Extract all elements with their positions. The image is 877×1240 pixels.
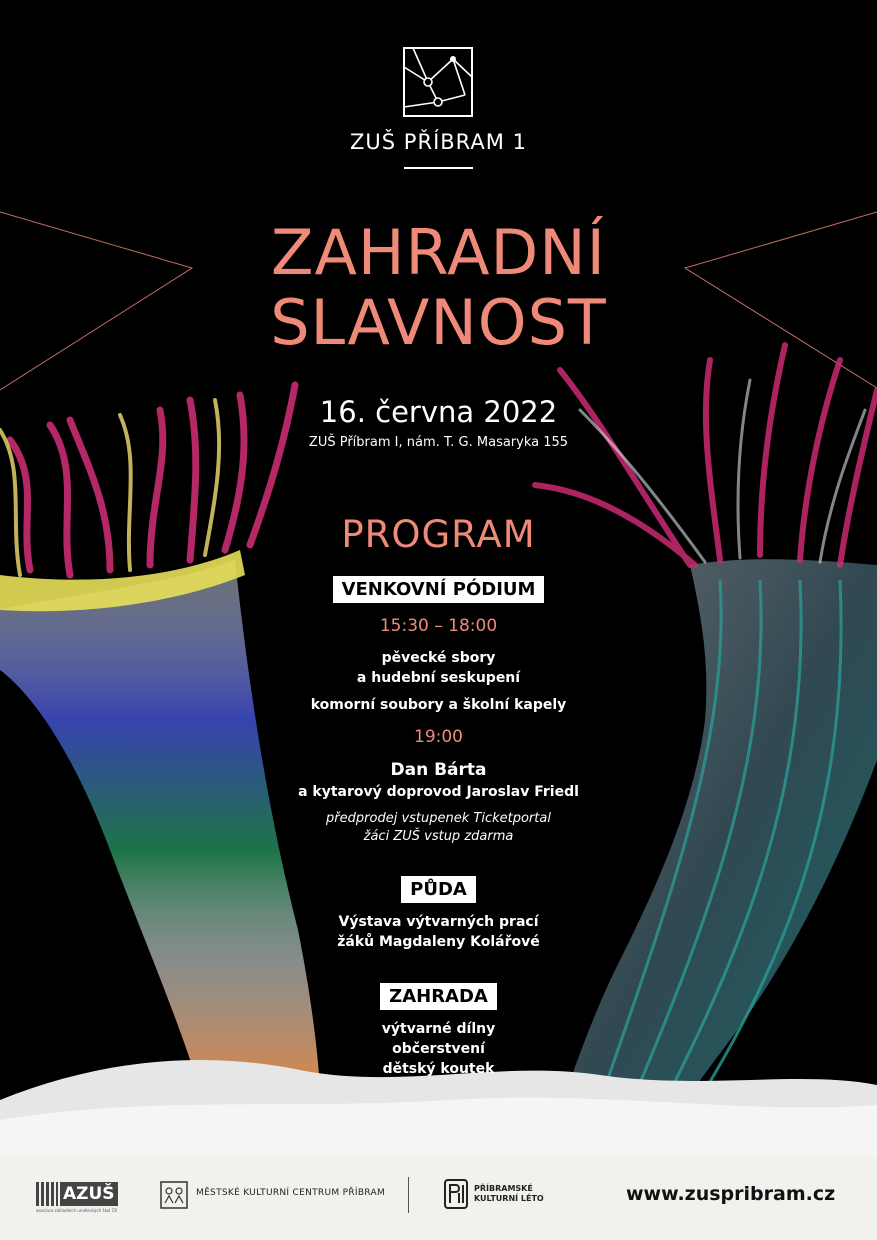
attic-section [0,876,877,903]
headliner-sub: a kytarový doprovod Jaroslav Friedl [298,784,579,800]
title-line-2: SLAVNOST [270,286,607,359]
mkc-logo-icon [160,1181,188,1209]
attic-line-2: žáků Magdaleny Kolářové [337,934,540,950]
attic-line-1: Výstava výtvarných prací [338,914,539,930]
pkl-line-2: KULTURNÍ LÉTO [474,1194,544,1203]
pkl-line-1: PŘÍBRAMSKÉ [474,1184,533,1193]
header-rule [404,167,473,169]
event-address: ZUŠ Příbram I, nám. T. G. Masaryka 155 [308,435,569,450]
attic-label: PŮDA [401,876,476,903]
stage-section [0,576,877,603]
stage-label: VENKOVNÍ PÓDIUM [333,576,545,603]
title-line-1: ZAHRADNÍ [271,216,606,289]
garden-line-2: občerstvení [392,1041,485,1057]
stage-item-2: komorní soubory a školní kapely [310,697,567,713]
stage-time-2: 19:00 [414,727,463,747]
mkc-label: MĚSTSKÉ KULTURNÍ CENTRUM PŘÍBRAM [196,1188,386,1198]
footer-bar [0,1157,877,1240]
headliner: Dan Bárta [390,760,487,780]
students-note: žáci ZUŠ vstup zdarma [363,829,514,844]
azus-logo [36,1182,115,1206]
footer-divider [408,1177,409,1213]
zus-logo-icon [403,47,473,117]
azus-sub: asociace základních uměleckých škol ČR [36,1208,118,1213]
garden-line-3: dětský koutek [382,1061,495,1077]
garden-section [0,983,877,1010]
azus-label: AZUŠ [60,1182,118,1206]
stage-item-1-line-2: a hudební seskupení [356,670,521,686]
program-heading: PROGRAM [341,513,536,556]
azus-bars-icon [36,1182,58,1206]
stage-time-1: 15:30 – 18:00 [379,616,498,636]
pkl-logo-icon [444,1179,468,1209]
event-date: 16. června 2022 [319,395,558,429]
school-name: ZUŠ PŘÍBRAM 1 [350,130,527,154]
stage-item-1-line-1: pěvecké sbory [381,650,496,666]
pkl-label [474,1184,544,1204]
garden-label: ZAHRADA [380,983,497,1010]
ticket-note: předprodej vstupenek Ticketportal [326,811,551,826]
website-link[interactable]: www.zuspribram.cz [626,1183,836,1205]
event-title [0,218,877,358]
garden-line-1: výtvarné dílny [381,1021,496,1037]
